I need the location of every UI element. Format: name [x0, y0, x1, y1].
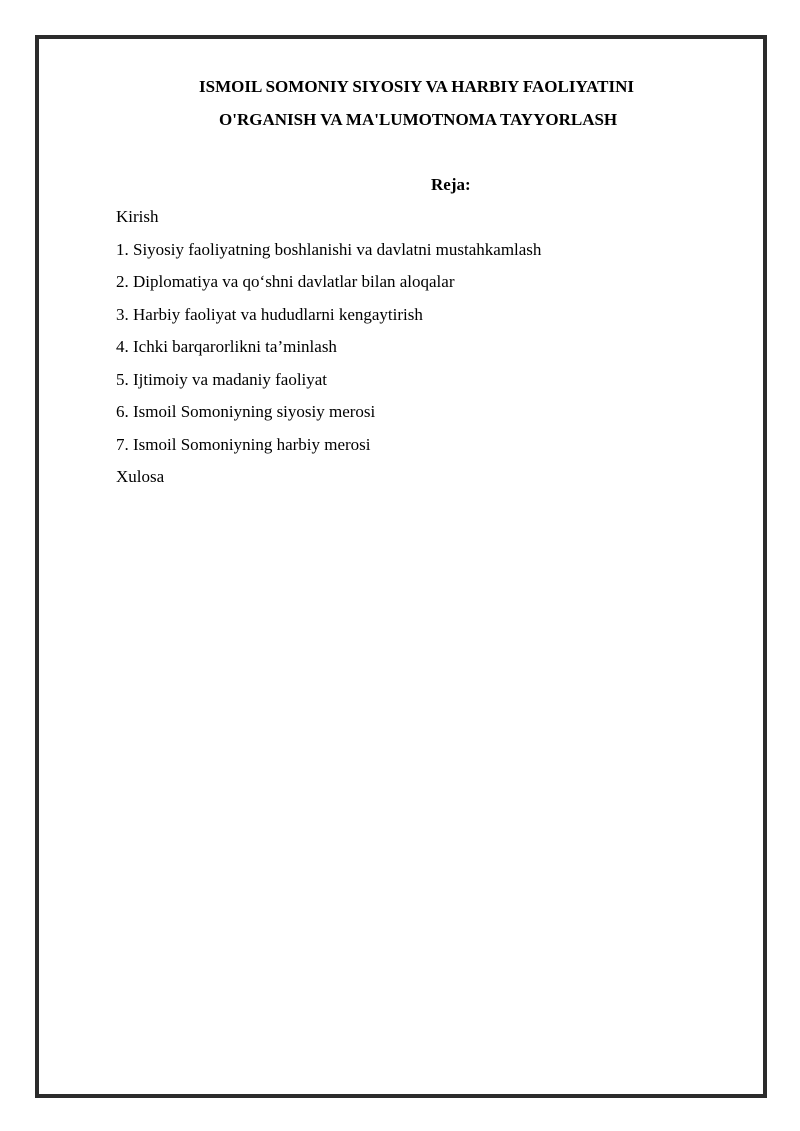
plan-item-6: 6. Ismoil Somoniyning siyosiy merosi	[116, 402, 376, 421]
plan-item-conclusion: Xulosa	[116, 467, 165, 486]
document-title-line-1: ISMOIL SOMONIY SIYOSIY VA HARBIY FAOLIYATINI	[199, 77, 635, 96]
plan-item-1: 1. Siyosiy faoliyatning boshlanishi va davlatni mustahkamlash	[116, 239, 542, 259]
plan-item-5: 5. Ijtimoiy va madaniy faoliyat	[116, 369, 328, 389]
plan-item-3: 3. Harbiy faoliyat va hududlarni kengaytirish	[116, 304, 423, 324]
plan-item-2: 2. Diplomatiya va qo‘shni davlatlar bilan aloqalar	[116, 272, 455, 291]
plan-item-7: 7. Ismoil Somoniyning harbiy merosi	[116, 434, 371, 454]
plan-item-intro: Kirish	[116, 207, 159, 226]
plan-item-4: 4. Ichki barqarorlikni ta’minlash	[116, 337, 337, 356]
plan-heading: Reja:	[431, 175, 471, 194]
page-border	[35, 35, 767, 1098]
document-title-line-2: O'RGANISH VA MA'LUMOTNOMA TAYYORLASH	[219, 110, 618, 129]
plan-list	[116, 207, 541, 500]
